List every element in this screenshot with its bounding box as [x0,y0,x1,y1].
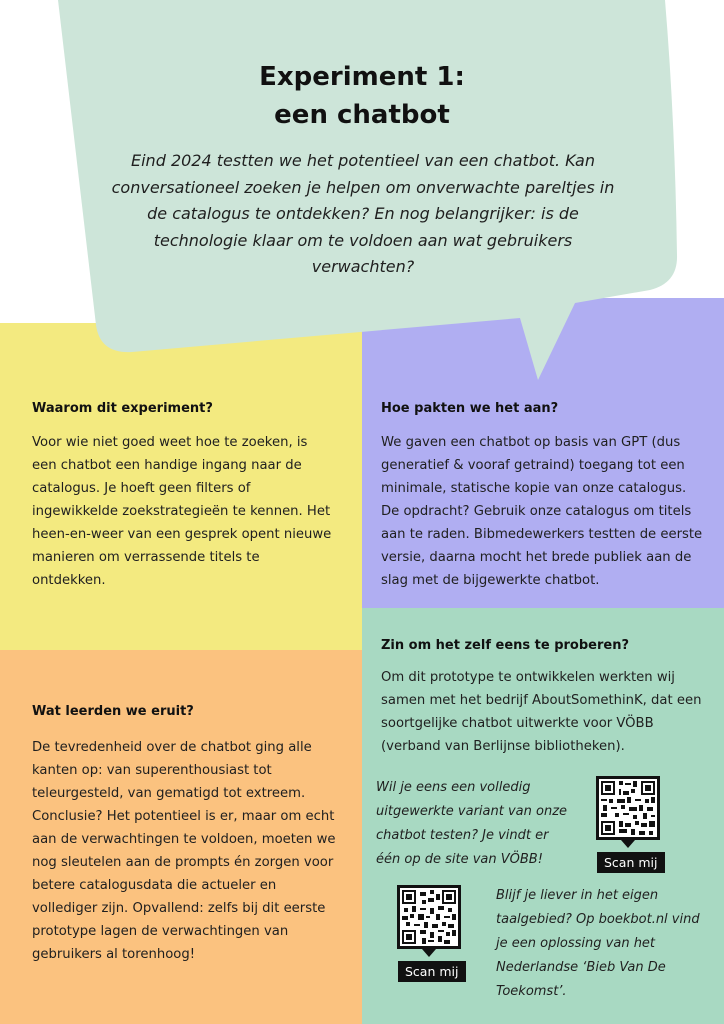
how-heading: Hoe pakten we het aan? [381,401,559,416]
qr-code-voebb-icon[interactable] [596,776,660,840]
title-line-1: Experiment 1: [259,62,465,92]
boekbot-text: Blijf je liever in het eigen taalgebied? Op boekbot.nl vind je een oplossing van het Nederlandse ‘Bieb Van De Toekomst’. [496,888,700,999]
qr-pointer-icon [422,949,436,957]
scan-label-boekbot: Scan mij [398,961,466,982]
intro-text: Eind 2024 testten we het potentieel van een chatbot. Kan conversationeel zoeken je helpen om onverwachte pareltjes in de catalogus te ontdekken? En nog belangrijker: is de technologie klaar om te voldoen aan wat gebruikers verwachten? [111,151,615,276]
title-line-2: een chatbot [274,100,450,130]
why-heading: Waarom dit experiment? [32,401,213,416]
learned-body: De tevredenheid over de chatbot ging alle kanten op: van superenthousiast tot teleurgesteld, van gematigd tot extreem. Conclusie? Het potentieel is er, maar om echt aan de verwachtingen te voldoen, moeten we nog sleutelen aan de prompts én zorgen voor betere catalogusdata die actueler en vollediger zijn. Opvallend: zelfs bij dit eerste prototype lagen de verwachtingen van gebruikers al torenhoog! [32,740,336,962]
voebb-text: Wil je eens een volledig uitgewerkte variant van onze chatbot testen? Je vindt er één op de site van VÖBB! [376,780,568,867]
how-body: We gaven een chatbot op basis van GPT (dus generatief & vooraf getraind) toegang tot een minimale, statische kopie van onze catalogus. De opdracht? Gebruik onze catalogus om titels aan te raden. Bibmedewerkers testten de eerste versie, daarna mocht het brede publiek aan de slag met de bijgewerkte chatbot. [381,435,703,588]
try-body: Om dit prototype te ontwikkelen werkten wij samen met het bedrijf AboutSomethinK, dat een soortgelijke chatbot uitwerkte voor VÖBB (verband van Berlijnse bibliotheken). [381,670,702,754]
try-heading: Zin om het zelf eens te proberen? [381,638,630,653]
qr-code-boekbot-icon[interactable] [397,885,461,949]
qr-pointer-icon [621,840,635,848]
scan-label-voebb: Scan mij [597,852,665,873]
learned-heading: Wat leerden we eruit? [32,704,194,719]
why-body: Voor wie niet goed weet hoe te zoeken, is een chatbot een handige ingang naar de catalogus. Je hoeft geen filters of ingewikkelde zoekstrategieën te kennen. Het heen-en-weer van een gesprek opent nieuwe manieren om verrassende titels te ontdekken. [32,435,332,588]
